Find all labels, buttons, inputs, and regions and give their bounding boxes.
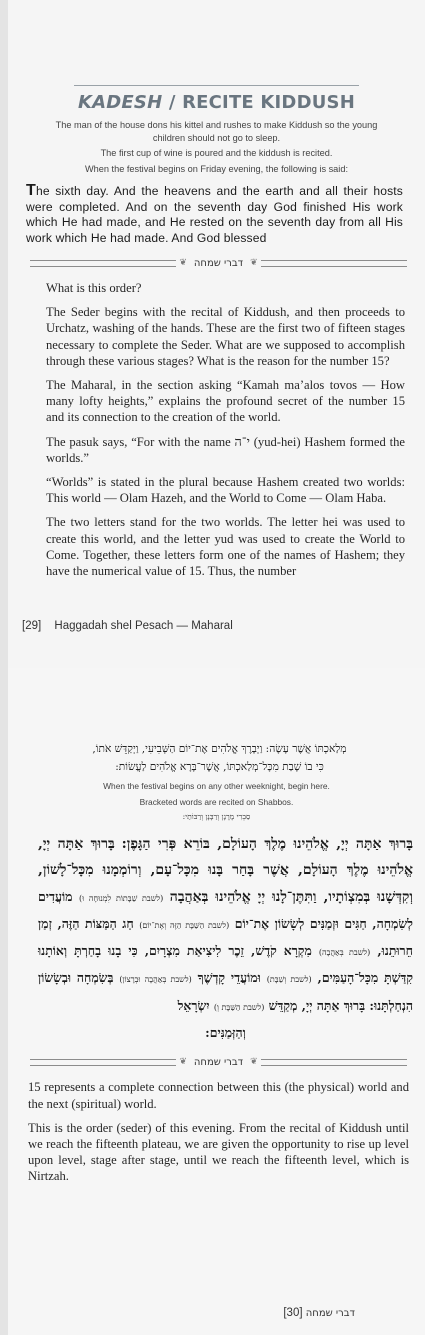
kiddush-blessing: מוֹעֲדִים לְשִׂמְחָה, חַגִּים וּזְמַנִּים לְשָׂשׂוֹן אֶת־יוֹם: [38, 888, 413, 931]
paragraph: What is this order?: [46, 281, 142, 295]
divider-label: דברי שמחה: [193, 1056, 244, 1068]
ornament-icon: ❦: [179, 258, 187, 268]
shabbos-note: (לשבת בְּאַהֲבָה וּבְרָצוֹן): [119, 975, 192, 985]
divider-line-right: [261, 1059, 407, 1066]
kiddush-text: [38, 831, 413, 1045]
instruction-2: The first cup of wine is poured and the kiddush is recited.: [100, 148, 333, 158]
commentary: [28, 1079, 409, 1184]
paragraph: This is the order (seder) of this evening. From the recital of Kiddush until we reach the fifteenth plateau, we are given the opportunity to rise up level upon level, stage after stage, until we reach the fifteenth level, which is Nirtzah.: [28, 1120, 409, 1184]
english-translation: [26, 183, 403, 246]
kiddush-blessing: בָּרוּךְ אַתָּה יְיָ, אֱלֹהֵינוּ מֶלֶךְ הָעוֹלָם, אֲשֶׁר בָּחַר בָּנוּ מִכָּל־עָם, וְרוֹמְמָנוּ מִכָּל־לָשׁוֹן, וְקִדְּשָׁנוּ בְּמִצְוֹתָיו, וַתִּתֶּן־לָנוּ יְיָ אֱלֹהֵינוּ בְּאַהֲבָה: [38, 836, 413, 905]
shabbos-note: (לשבת הַשַּׁבָּת הַזֶּה וְאֶת־יוֹם): [139, 920, 230, 930]
shabbos-note: (לשבת שַׁבָּתוֹת לִמְנוּחָה וּ): [78, 893, 164, 903]
paragraph: “Worlds” is stated in the plural because Hashem created two worlds: This world — Olam Hazeh, and the World to Come — Olam Haba.: [46, 475, 405, 506]
paragraph: The Seder begins with the recital of Kiddush, and then proceeds to Urchatz, washing of the hands. These are the first two of fifteen stages necessary to complete the Seder. What are we supposed to accomplish through these various stages? What is the reason for the number 15?: [46, 305, 405, 368]
divider-line-right: [261, 260, 407, 267]
hebrew-line: כִּי בוֹ שָׁבַת מִכָּל־מְלַאכְתּוֹ, אֲשֶׁר־בָּרָא אֱלֹהִים לַעֲשׂוֹת:: [115, 761, 324, 773]
hebrew-line: מְלַאכְתּוֹ אֲשֶׁר עָשָׂה: וַיְבָרֶךְ אֱלֹהִים אֶת־יוֹם הַשְּׁבִיעִי, וַיְקַדֵּשׁ אֹתוֹ,: [92, 743, 347, 755]
kiddush-closing: וְהַזְּמַנִּים:: [205, 1025, 246, 1041]
kiddush-blessing: בְּשִׂמְחָה וּבְשָׂשׂוֹן הִנְחַלְתָּנוּ: בָּרוּךְ אַתָּה יְיָ, מְקַדֵּשׁ: [38, 970, 413, 1013]
ornament-icon: ❦: [250, 258, 258, 268]
ornament-icon: ❦: [250, 1057, 258, 1068]
divider-ornament: [30, 256, 407, 270]
kiddush-blessing: מִקְרָא קֹדֶשׁ, זֵכֶר לִיצִיאַת מִצְרָיִם, כִּי בָנוּ בָחַרְתָּ וְאוֹתָנוּ קִדַּשְׁתָּ מִכָּל־הָעַמִּים,: [38, 943, 414, 986]
divider-line-left: [30, 1059, 176, 1066]
shabbos-note: (לשבת בְּאַהֲבָה): [318, 948, 371, 958]
page-footer: [22, 620, 233, 632]
title-recite: / RECITE KIDDUSH: [162, 92, 355, 113]
paragraph: The pasuk says, “For with the name י־ה (yud-hei) Hashem formed the worlds.”: [46, 434, 406, 465]
hebrew-vayechulu: [26, 740, 413, 776]
english-text: he sixth day. And the heavens and the earth and all their hosts were completed. And on the seventh day God finished His work which He had made, and He rested on the seventh day from all His work which He had made. And God blessed: [26, 184, 403, 245]
divider-line-left: [30, 260, 176, 267]
kiddush-blessing: וּמוֹעֲדֵי קָדְשֶׁךָ: [197, 970, 261, 986]
title-kadesh: KADESH: [78, 92, 163, 113]
top-rule: [74, 85, 359, 86]
kiddush-blessing: חַג הַמַּצּוֹת הַזֶּה, זְמַן חֵרוּתֵנוּ,: [38, 915, 413, 959]
kiddush-blessing: יִשְׂרָאֵל: [177, 997, 210, 1013]
paragraph: The Maharal, in the section asking “Kamah ma’alos tovos — How many lofty heights,” explains the profound secret of the number 15 and its connection to the creation of the world.: [46, 378, 405, 425]
dropcap: T: [26, 182, 36, 199]
ornament-icon: ❦: [179, 1057, 187, 1068]
page-29: [8, 0, 425, 668]
divider-ornament: [30, 1055, 407, 1069]
instruction-2: Bracketed words are recited on Shabbos.: [139, 797, 294, 807]
page-number: [29]: [22, 620, 42, 632]
instruction-1: When the festival begins on any other weeknight, begin here.: [103, 781, 330, 791]
page-footer: [283, 1307, 365, 1319]
footer-section-title: דברי שמחה: [305, 1308, 355, 1319]
page-30: [8, 668, 425, 1335]
shabbos-note: (לשבת וְשַׁבָּת): [266, 975, 312, 985]
paragraph: The two letters stand for the two worlds. The letter hei was used to create this world, and the letter yud was used to create the World to Come. Together, these letters form one of the names of Hashem; they have the numerical value of 15. Thus, the number: [46, 515, 405, 579]
instruction-3: When the festival begins on Friday evening, the following is said:: [84, 163, 348, 174]
paragraph: 15 represents a complete connection between this (the physical) world and the next (spiritual) world.: [28, 1080, 409, 1111]
commentary: [46, 280, 405, 579]
instruction-1: The man of the house dons his kittel and rushes to make Kiddush so the young children should not go to sleep.: [55, 120, 378, 143]
savri-maranan: סַבְרִי מָרָנָן וְרַבָּנָן וְרַבּוֹתַי:: [182, 812, 251, 821]
divider-label: דברי שמחה: [193, 257, 244, 269]
shabbos-note: (לשבת הַשַּׁבָּת וְ): [213, 1002, 265, 1012]
page-number: [30]: [283, 1307, 303, 1319]
section-title: [8, 92, 425, 113]
borei-pri-hagafen: בָּרוּךְ אַתָּה יְיָ, אֱלֹהֵינוּ מֶלֶךְ הָעוֹלָם, בּוֹרֵא פְּרִי הַגָּפֶן:: [121, 836, 413, 852]
book-title: Haggadah shel Pesach — Maharal: [54, 620, 233, 632]
